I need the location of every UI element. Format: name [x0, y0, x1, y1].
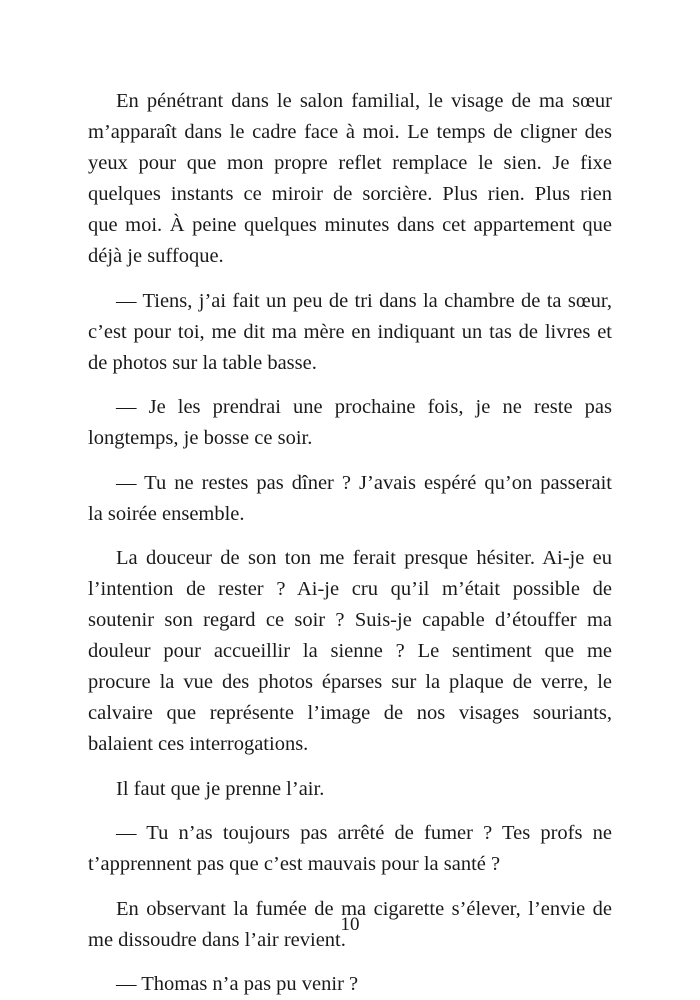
paragraph	[88, 392, 612, 454]
text-line: soutenir son regard ce soir ? Suis-je capable d’étouffer ma	[88, 609, 612, 631]
text-line: Il faut que je prenne l’air.	[116, 777, 325, 800]
paragraph	[88, 818, 612, 880]
text-line: — Tiens, j’ai fait un peu de tri dans la chambre de ta sœur,	[116, 289, 612, 312]
body-text	[88, 86, 612, 1000]
text-line: que moi. À peine quelques minutes dans cet appartement que	[88, 214, 612, 236]
text-line: m’apparaît dans le cadre face à moi. Le temps de cligner des	[88, 121, 612, 143]
text-line: La douceur de son ton me ferait presque hésiter. Ai-je eu	[116, 547, 612, 569]
paragraph	[88, 543, 612, 760]
text-line: douleur pour accueillir la sienne ? Le sentiment que me	[88, 640, 612, 662]
paragraph	[88, 774, 612, 805]
page-number: 10	[340, 914, 360, 935]
text-line: calvaire que représente l’image de nos visages souriants,	[88, 702, 612, 724]
text-line: l’intention de rester ? Ai-je cru qu’il m’était possible de	[88, 578, 612, 600]
text-line: — Tu ne restes pas dîner ? J’avais espéré qu’on passerait	[116, 471, 612, 494]
paragraph	[88, 286, 612, 379]
text-line: En observant la fumée de ma cigarette s’élever, l’envie de	[116, 897, 612, 920]
text-line: de photos sur la table basse.	[88, 351, 317, 374]
text-line: longtemps, je bosse ce soir.	[88, 427, 313, 449]
paragraph	[88, 86, 612, 272]
text-line: — Thomas n’a pas pu venir ?	[116, 973, 359, 995]
text-line: déjà je suffoque.	[88, 245, 224, 267]
text-line: quelques instants ce miroir de sorcière. Plus rien. Plus rien	[88, 183, 612, 205]
text-line: yeux pour que mon propre reflet remplace le sien. Je fixe	[88, 152, 612, 174]
text-line: En pénétrant dans le salon familial, le visage de ma sœur	[116, 90, 612, 112]
paragraph	[88, 969, 612, 1000]
text-line: la soirée ensemble.	[88, 502, 245, 525]
paragraph	[88, 468, 612, 530]
text-line: balaient ces interrogations.	[88, 733, 309, 755]
text-line: c’est pour toi, me dit ma mère en indiquant un tas de livres et	[88, 320, 612, 343]
text-line: procure la vue des photos éparses sur la plaque de verre, le	[88, 671, 612, 693]
text-line: — Tu n’as toujours pas arrêté de fumer ? Tes profs ne	[116, 822, 612, 844]
text-line: — Je les prendrai une prochaine fois, je ne reste pas	[116, 396, 612, 418]
text-line: me dissoudre dans l’air revient.	[88, 928, 346, 951]
text-line: t’apprennent pas que c’est mauvais pour la santé ?	[88, 853, 501, 875]
